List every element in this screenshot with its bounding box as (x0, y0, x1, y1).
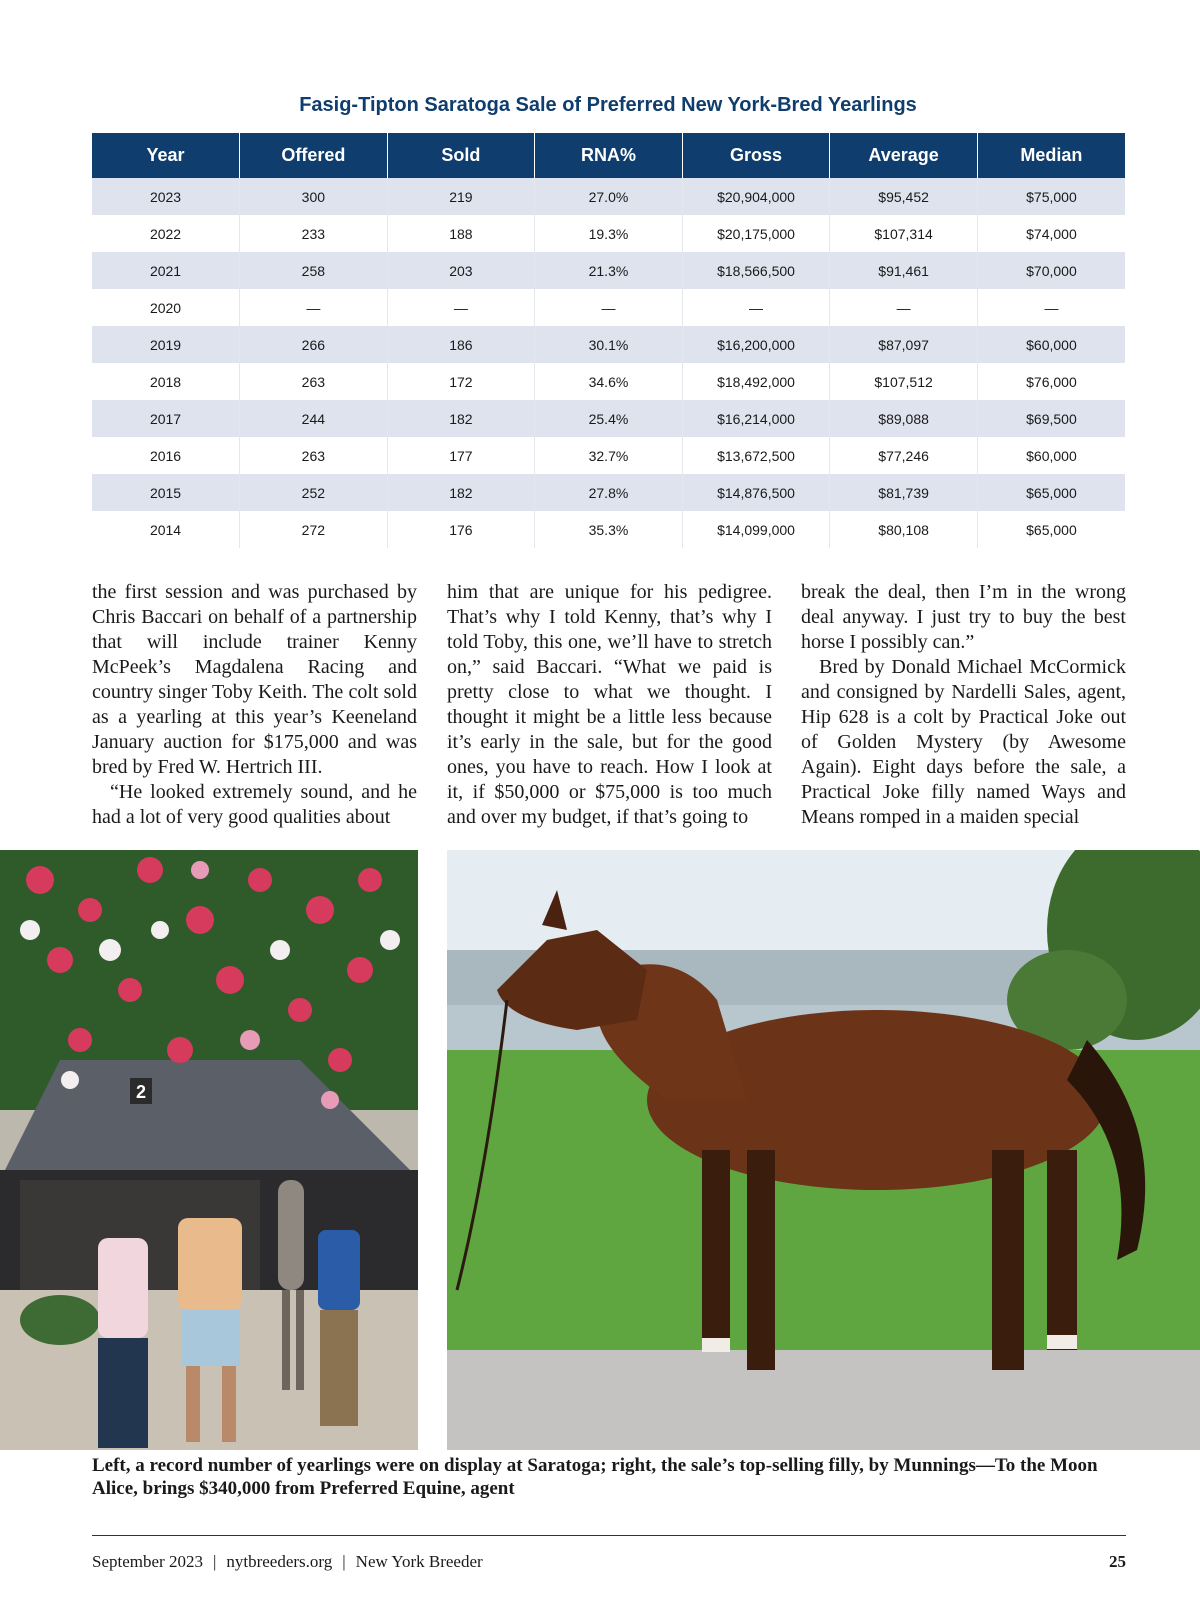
table-cell: 30.1% (535, 326, 683, 363)
table-cell: 252 (240, 474, 388, 511)
footer-date: September 2023 (92, 1552, 203, 1571)
article-paragraph: him that are unique for his pedigree. That’s why I told Kenny, that’s why I told Toby, this one, we’ll have to stretch on,” said Baccari. “What we paid is pretty close to what we thought. I thought it might be a little less because it’s early in the sale, but for the good ones, you have to reach. How I look at it, if $50,000 or $75,000 is too much and over my budget, if that’s going to (447, 581, 772, 828)
article-column-2 (447, 580, 772, 830)
table-cell: $20,175,000 (682, 215, 830, 252)
table-cell: $69,500 (977, 400, 1125, 437)
table-cell: — (682, 289, 830, 326)
table-cell: 176 (387, 511, 535, 548)
table-row (92, 178, 1125, 215)
table-cell: 203 (387, 252, 535, 289)
article-paragraph: “He looked extremely sound, and he had a lot of very good qualities about (92, 781, 417, 828)
table-cell: 263 (240, 363, 388, 400)
table-cell: 182 (387, 400, 535, 437)
table-cell: 2014 (92, 511, 240, 548)
article-column-3 (801, 580, 1126, 830)
header-average: Average (830, 133, 978, 178)
table-cell: $91,461 (830, 252, 978, 289)
table-cell: 34.6% (535, 363, 683, 400)
table-cell: $80,108 (830, 511, 978, 548)
table-cell: 21.3% (535, 252, 683, 289)
table-cell: 2020 (92, 289, 240, 326)
table-cell: $16,214,000 (682, 400, 830, 437)
footer (92, 1552, 483, 1572)
header-year: Year (92, 133, 240, 178)
table-cell: 2017 (92, 400, 240, 437)
table-cell: 2015 (92, 474, 240, 511)
table-cell: $87,097 (830, 326, 978, 363)
header-offered: Offered (240, 133, 388, 178)
table-cell: 258 (240, 252, 388, 289)
photo-caption: Left, a record number of yearlings were on display at Saratoga; right, the sale’s top-selling filly, by Munnings—To the Moon Alice, brings $340,000 from Preferred Equine, agent (92, 1455, 1098, 1499)
header-sold: Sold (387, 133, 535, 178)
table-cell: 300 (240, 178, 388, 215)
table-cell: — (240, 289, 388, 326)
table-cell: 2021 (92, 252, 240, 289)
table-cell: $89,088 (830, 400, 978, 437)
table-row (92, 511, 1125, 548)
table-cell: $13,672,500 (682, 437, 830, 474)
table-cell: — (535, 289, 683, 326)
table-cell: $81,739 (830, 474, 978, 511)
table-cell: $16,200,000 (682, 326, 830, 363)
page-number: 25 (1109, 1552, 1126, 1571)
table-cell: $18,492,000 (682, 363, 830, 400)
table-row (92, 289, 1125, 326)
table-cell: $65,000 (977, 474, 1125, 511)
table-header-row (92, 133, 1125, 178)
table-cell: $65,000 (977, 511, 1125, 548)
table-cell: 2016 (92, 437, 240, 474)
article-paragraph: break the deal, then I’m in the wrong deal anyway. I just try to buy the best horse I possibly can.” (801, 581, 1126, 653)
article-paragraph: the first session and was purchased by Chris Baccari on behalf of a partnership that will include trainer Kenny McPeek’s Magdalena Racing and country singer Toby Keith. The colt sold as a yearling at this year’s Keeneland January auction for $175,000 and was bred by Fred W. Hertrich III. (92, 581, 417, 778)
table-row (92, 474, 1125, 511)
table-row (92, 437, 1125, 474)
footer-separator: | (212, 1552, 217, 1571)
table-cell: $75,000 (977, 178, 1125, 215)
sales-table (92, 133, 1125, 548)
table-cell: 2022 (92, 215, 240, 252)
table-cell: $20,904,000 (682, 178, 830, 215)
table-cell: 32.7% (535, 437, 683, 474)
table-cell: 27.0% (535, 178, 683, 215)
table-cell: 27.8% (535, 474, 683, 511)
table-cell: $77,246 (830, 437, 978, 474)
table-cell: 177 (387, 437, 535, 474)
table-cell: 19.3% (535, 215, 683, 252)
barn-number: 2 (136, 1082, 147, 1102)
filly-photo (447, 850, 1200, 1450)
table-cell: — (977, 289, 1125, 326)
table-cell: 272 (240, 511, 388, 548)
header-gross: Gross (682, 133, 830, 178)
article-paragraph: Bred by Donald Michael McCormick and consigned by Nardelli Sales, agent, Hip 628 is a colt by Practical Joke out of Golden Mystery (by Awesome Again). Eight days before the sale, a Practical Joke filly named Ways and Means romped in a maiden special (801, 656, 1126, 828)
table-cell: $70,000 (977, 252, 1125, 289)
table-row (92, 326, 1125, 363)
table-title: Fasig-Tipton Saratoga Sale of Preferred New York-Bred Yearlings (299, 94, 917, 116)
header-rna: RNA% (535, 133, 683, 178)
table-cell: — (387, 289, 535, 326)
table-cell: 182 (387, 474, 535, 511)
header-median: Median (977, 133, 1125, 178)
table-cell: 263 (240, 437, 388, 474)
table-cell: — (830, 289, 978, 326)
table-cell: $60,000 (977, 326, 1125, 363)
table-row (92, 363, 1125, 400)
table-cell: 2023 (92, 178, 240, 215)
table-cell: $18,566,500 (682, 252, 830, 289)
table-cell: $95,452 (830, 178, 978, 215)
table-cell: $60,000 (977, 437, 1125, 474)
footer-publication: New York Breeder (355, 1552, 483, 1571)
table-cell: $74,000 (977, 215, 1125, 252)
footer-rule (92, 1535, 1126, 1536)
sales-grounds-photo (0, 850, 418, 1450)
table-cell: 244 (240, 400, 388, 437)
table-cell: 2018 (92, 363, 240, 400)
article-column-1 (92, 580, 417, 830)
table-cell: 172 (387, 363, 535, 400)
table-cell: 219 (387, 178, 535, 215)
table-cell: 25.4% (535, 400, 683, 437)
table-row (92, 215, 1125, 252)
footer-separator: | (342, 1552, 346, 1571)
table-cell: $14,099,000 (682, 511, 830, 548)
table-cell: 186 (387, 326, 535, 363)
table-cell: 188 (387, 215, 535, 252)
table-cell: $14,876,500 (682, 474, 830, 511)
table-cell: 266 (240, 326, 388, 363)
table-row (92, 252, 1125, 289)
table-cell: 35.3% (535, 511, 683, 548)
table-cell: $76,000 (977, 363, 1125, 400)
table-cell: 233 (240, 215, 388, 252)
table-cell: $107,512 (830, 363, 978, 400)
table-row (92, 400, 1125, 437)
table-cell: 2019 (92, 326, 240, 363)
footer-site: nytbreeders.org (226, 1552, 333, 1571)
table-cell: $107,314 (830, 215, 978, 252)
